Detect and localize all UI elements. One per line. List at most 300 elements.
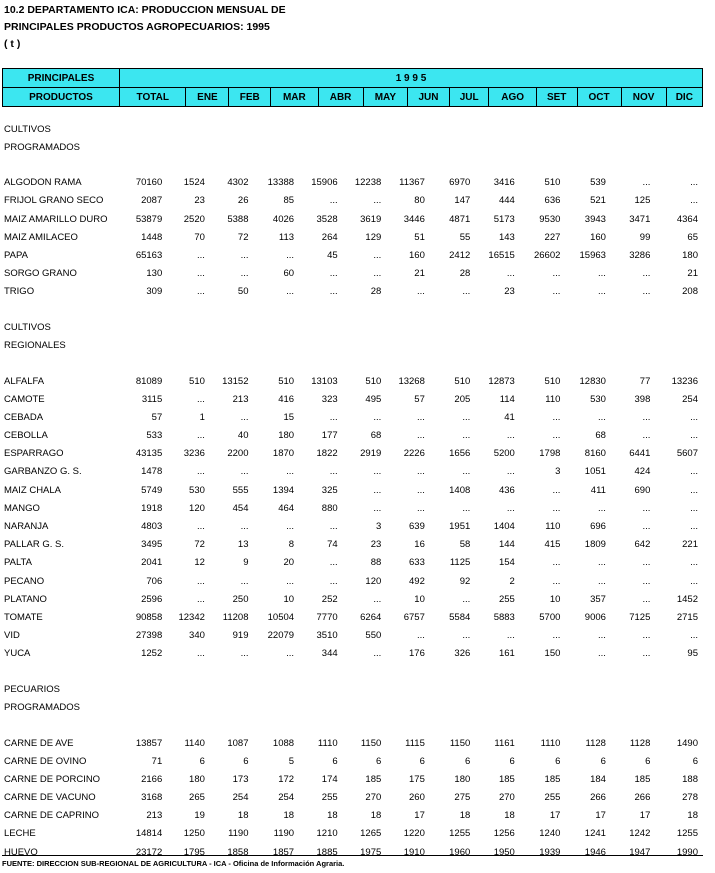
cell-may: ...	[373, 593, 382, 605]
cell-set: 415	[544, 539, 561, 551]
cell-mar: 10	[283, 593, 295, 605]
cell-jun: 1910	[403, 846, 425, 858]
product-name: ALGODON RAMA	[4, 177, 82, 189]
cell-nov: ...	[642, 575, 651, 587]
cell-jul: 18	[459, 810, 471, 822]
table-row	[2, 608, 703, 626]
spacer-row	[2, 717, 703, 734]
cell-ene: 23	[194, 195, 205, 207]
cell-ago: 5883	[493, 611, 515, 623]
cell-set: 9530	[539, 213, 561, 225]
cell-mar: ...	[286, 648, 295, 660]
cell-set: 110	[545, 521, 561, 533]
cell-oct: ...	[598, 502, 606, 514]
section-label: REGIONALES	[4, 340, 66, 352]
cell-mar: 60	[283, 268, 295, 280]
cell-set: 255	[544, 792, 561, 804]
cell-nov: 99	[639, 231, 651, 243]
cell-jul: ...	[462, 593, 471, 605]
cell-mar: 1870	[272, 448, 295, 460]
cell-oct: 68	[595, 430, 606, 442]
cell-jul: 1408	[449, 484, 471, 496]
cell-oct: 521	[590, 195, 606, 207]
header-col-jul: JUL	[449, 88, 489, 107]
cell-may: 185	[365, 773, 382, 785]
cell-jul: ...	[462, 630, 471, 642]
cell-ago: 1950	[493, 846, 515, 858]
cell-abr: 3510	[316, 630, 338, 642]
cell-total: 70160	[135, 177, 163, 189]
product-name: PLATANO	[4, 593, 47, 605]
cell-ene: 530	[189, 484, 205, 496]
cell-set: ...	[552, 411, 561, 423]
cell-may: 23	[370, 539, 382, 551]
cell-jul: 2412	[449, 250, 471, 262]
section-label: PECUARIOS	[4, 683, 60, 695]
cell-jul: ...	[462, 502, 471, 514]
cell-jun: 633	[409, 557, 425, 569]
cell-may: 1975	[360, 846, 382, 858]
cell-feb: 5388	[227, 213, 249, 225]
cell-total: 2596	[141, 593, 163, 605]
cell-ene: 265	[189, 792, 205, 804]
cell-ene: ...	[196, 648, 205, 660]
cell-dic: 18	[687, 810, 698, 822]
cell-abr: ...	[329, 521, 338, 533]
cell-oct: 1128	[585, 737, 606, 749]
cell-may: ...	[373, 466, 382, 478]
cell-may: 2919	[360, 448, 382, 460]
cell-total: 2087	[141, 195, 163, 207]
product-name: CEBADA	[4, 411, 44, 423]
product-name: FRIJOL GRANO SECO	[4, 195, 104, 207]
cell-may: ...	[373, 250, 382, 262]
cell-set: 3	[555, 466, 561, 478]
cell-jun: 3446	[403, 213, 425, 225]
cell-abr: 264	[321, 231, 338, 243]
cell-ago: ...	[506, 268, 515, 280]
cell-jul: 6970	[449, 177, 471, 189]
cell-jul: ...	[462, 286, 471, 298]
table-row	[2, 408, 703, 426]
cell-may: 6	[375, 755, 382, 767]
cell-feb: ...	[240, 411, 249, 423]
cell-feb: ...	[240, 521, 249, 533]
section-label: PROGRAMADOS	[4, 141, 81, 153]
cell-ago: ...	[506, 430, 515, 442]
cell-total: 57	[151, 411, 163, 423]
cell-mar: ...	[286, 466, 295, 478]
cell-ene: 2520	[183, 213, 205, 225]
cell-dic: ...	[690, 466, 698, 478]
cell-jun: ...	[416, 430, 425, 442]
header-col-ago: AGO	[489, 88, 536, 107]
cell-may: 270	[365, 792, 382, 804]
cell-abr: 1110	[317, 737, 338, 749]
product-name: CARNE DE AVE	[4, 737, 74, 749]
cell-jun: ...	[416, 630, 425, 642]
cell-ene: 70	[194, 231, 205, 243]
cell-ago: 12873	[488, 375, 515, 387]
cell-oct: 1241	[584, 828, 606, 840]
product-name: MAIZ AMILACEO	[4, 231, 78, 243]
cell-dic: 21	[687, 268, 698, 280]
cell-abr: 3528	[316, 213, 338, 225]
cell-jul: 510	[454, 375, 471, 387]
cell-total: 43135	[135, 448, 163, 460]
cell-jul: ...	[462, 430, 471, 442]
cell-dic: 221	[682, 539, 698, 551]
product-name: PALLAR G. S.	[4, 539, 65, 551]
cell-jul: 5584	[449, 611, 471, 623]
table-row	[2, 554, 703, 572]
cell-feb: 50	[237, 286, 249, 298]
cell-mar: 8	[288, 539, 295, 551]
cell-ene: 1140	[184, 737, 205, 749]
cell-total: 1252	[141, 648, 163, 660]
table-row	[2, 283, 703, 301]
cell-ago: 114	[499, 393, 515, 405]
cell-jun: ...	[416, 484, 425, 496]
title-line-2: PRINCIPALES PRODUCTOS AGROPECUARIOS: 1995	[4, 21, 270, 33]
spacer-row	[2, 355, 703, 372]
cell-ene: 12342	[178, 611, 205, 623]
cell-abr: 1822	[316, 448, 338, 460]
cell-ago: 255	[498, 593, 515, 605]
cell-ene: 120	[189, 502, 205, 514]
product-name: VID	[4, 630, 20, 642]
cell-ene: ...	[196, 286, 205, 298]
cell-feb: 13152	[222, 375, 249, 387]
cell-abr: 323	[321, 393, 338, 405]
cell-jul: 6	[464, 755, 471, 767]
cell-dic: ...	[690, 630, 698, 642]
cell-ago: 143	[498, 231, 515, 243]
cell-ene: ...	[196, 268, 205, 280]
cell-jun: 6757	[403, 611, 425, 623]
cell-nov: ...	[642, 521, 651, 533]
cell-jul: 4871	[449, 213, 471, 225]
cell-jun: 160	[409, 250, 425, 262]
document-title	[4, 2, 286, 53]
cell-oct: 8160	[584, 448, 606, 460]
cell-jul: 58	[459, 539, 471, 551]
cell-jun: 1220	[403, 828, 425, 840]
table-row	[2, 265, 703, 283]
cell-may: ...	[373, 484, 382, 496]
cell-abr: 174	[321, 773, 338, 785]
cell-nov: 1947	[629, 846, 651, 858]
cell-nov: ...	[642, 557, 651, 569]
cell-feb: 18	[237, 810, 249, 822]
table-row	[2, 246, 703, 264]
cell-set: 6	[555, 755, 561, 767]
cell-may: 129	[365, 231, 382, 243]
cell-nov: 266	[634, 792, 651, 804]
cell-mar: ...	[286, 250, 295, 262]
cell-dic: 278	[682, 792, 698, 804]
cell-jul: 1150	[449, 737, 471, 749]
cell-jul: 180	[454, 773, 471, 785]
cell-may: ...	[373, 268, 382, 280]
product-name: PALTA	[4, 557, 32, 569]
cell-jul: 55	[459, 231, 471, 243]
product-name: PECANO	[4, 575, 45, 587]
cell-ago: 154	[498, 557, 515, 569]
cell-ago: 144	[498, 539, 515, 551]
cell-jun: ...	[416, 466, 425, 478]
table-row	[2, 463, 703, 481]
table-row	[2, 445, 703, 463]
cell-set: ...	[552, 484, 561, 496]
cell-dic: 65	[687, 231, 698, 243]
cell-mar: 510	[278, 375, 295, 387]
cell-feb: ...	[240, 250, 249, 262]
cell-total: 81089	[135, 375, 163, 387]
section-row	[2, 336, 703, 354]
cell-jun: 175	[409, 773, 425, 785]
cell-total: 53879	[135, 213, 163, 225]
cell-feb: 26	[237, 195, 249, 207]
cell-set: 510	[544, 375, 561, 387]
cell-set: ...	[552, 502, 561, 514]
cell-jun: 2226	[403, 448, 425, 460]
cell-feb: 250	[232, 593, 249, 605]
cell-abr: 880	[321, 502, 338, 514]
cell-set: 1110	[540, 737, 561, 749]
cell-mar: 416	[278, 393, 295, 405]
cell-set: 510	[544, 177, 561, 189]
cell-set: 185	[544, 773, 561, 785]
cell-oct: ...	[598, 268, 606, 280]
cell-feb: ...	[240, 648, 249, 660]
cell-ago: 444	[498, 195, 515, 207]
cell-ago: ...	[506, 630, 515, 642]
cell-mar: ...	[286, 575, 295, 587]
table-row	[2, 536, 703, 554]
product-name: YUCA	[4, 648, 31, 660]
cell-dic: 1490	[676, 737, 698, 749]
cell-abr: ...	[329, 268, 338, 280]
cell-mar: 180	[278, 430, 295, 442]
section-label: CULTIVOS	[4, 123, 51, 135]
spacer-row	[2, 301, 703, 318]
cell-abr: ...	[329, 575, 338, 587]
cell-mar: 10504	[267, 611, 295, 623]
cell-ago: 23	[504, 286, 515, 298]
cell-may: 3	[375, 521, 382, 533]
table-row	[2, 210, 703, 228]
cell-may: ...	[373, 648, 382, 660]
cell-ene: 1	[199, 411, 205, 423]
cell-jun: ...	[416, 286, 425, 298]
cell-feb: 40	[237, 430, 249, 442]
cell-ago: 5200	[493, 448, 515, 460]
cell-nov: ...	[642, 286, 651, 298]
cell-oct: 12830	[579, 375, 606, 387]
cell-dic: ...	[690, 195, 698, 207]
cell-mar: 1857	[272, 846, 295, 858]
cell-total: 27398	[135, 630, 163, 642]
cell-mar: ...	[286, 521, 295, 533]
section-row	[2, 138, 703, 156]
cell-ago: 41	[504, 411, 515, 423]
table-row	[2, 228, 703, 246]
cell-ene: 19	[194, 810, 205, 822]
cell-total: 213	[146, 810, 163, 822]
cell-dic: ...	[690, 521, 698, 533]
section-label: CULTIVOS	[4, 321, 51, 333]
cell-oct: ...	[598, 557, 606, 569]
table-header	[2, 68, 703, 107]
cell-mar: 22079	[267, 630, 295, 642]
cell-ene: 510	[189, 375, 205, 387]
cell-dic: 1990	[676, 846, 698, 858]
cell-set: 636	[544, 195, 561, 207]
cell-jun: 57	[414, 393, 425, 405]
cell-oct: 160	[590, 231, 606, 243]
cell-ago: 3416	[493, 177, 515, 189]
cell-may: 88	[370, 557, 382, 569]
cell-ene: 6	[199, 755, 205, 767]
cell-set: 10	[549, 593, 561, 605]
cell-dic: 208	[682, 286, 698, 298]
cell-nov: 7125	[629, 611, 651, 623]
cell-abr: 45	[327, 250, 338, 262]
cell-jul: 1255	[449, 828, 471, 840]
cell-oct: 357	[590, 593, 606, 605]
cell-dic: 13236	[671, 375, 698, 387]
cell-total: 1448	[141, 231, 163, 243]
product-name: CARNE DE OVINO	[4, 755, 87, 767]
cell-total: 2166	[141, 773, 163, 785]
cell-dic: ...	[690, 557, 698, 569]
product-name: TOMATE	[4, 611, 43, 623]
cell-abr: 74	[327, 539, 338, 551]
cell-nov: 424	[634, 466, 651, 478]
cell-feb: 254	[232, 792, 249, 804]
cell-ago: 270	[498, 792, 515, 804]
cell-dic: ...	[690, 502, 698, 514]
table-row	[2, 427, 703, 445]
cell-abr: 1210	[316, 828, 338, 840]
header-col-mar: MAR	[271, 88, 318, 107]
cell-ene: 72	[194, 539, 205, 551]
cell-feb: 72	[237, 231, 249, 243]
cell-abr: 255	[321, 792, 338, 804]
cell-jun: 639	[409, 521, 425, 533]
section-row	[2, 680, 703, 698]
cell-set: 26602	[533, 250, 561, 262]
cell-dic: ...	[690, 484, 698, 496]
table-row	[2, 734, 703, 752]
cell-ago: 1161	[494, 737, 515, 749]
cell-nov: ...	[642, 268, 651, 280]
cell-abr: ...	[329, 411, 338, 423]
header-year: 1 9 9 5	[120, 69, 703, 88]
product-name: MAIZ CHALA	[4, 484, 62, 496]
footer-divider	[2, 855, 703, 856]
cell-total: 90858	[135, 611, 163, 623]
cell-may: 68	[370, 430, 382, 442]
cell-ene: ...	[196, 593, 205, 605]
product-name: CARNE DE PORCINO	[4, 773, 101, 785]
cell-abr: 15906	[311, 177, 338, 189]
cell-nov: ...	[642, 593, 651, 605]
cell-abr: ...	[329, 557, 338, 569]
table-row	[2, 770, 703, 788]
cell-jul: 1960	[449, 846, 471, 858]
cell-nov: 6	[645, 755, 651, 767]
cell-oct: 539	[590, 177, 606, 189]
cell-feb: 173	[232, 773, 249, 785]
cell-feb: 555	[232, 484, 249, 496]
cell-nov: 125	[634, 195, 651, 207]
cell-may: 495	[365, 393, 382, 405]
header-col-ene: ENE	[186, 88, 229, 107]
cell-total: 706	[146, 575, 163, 587]
cell-ene: ...	[196, 575, 205, 587]
cell-dic: 95	[687, 648, 698, 660]
cell-total: 130	[146, 268, 163, 280]
product-name: CARNE DE VACUNO	[4, 792, 96, 804]
cell-nov: 3471	[629, 213, 651, 225]
cell-jun: 260	[409, 792, 425, 804]
cell-feb: 4302	[227, 177, 249, 189]
cell-jul: 147	[454, 195, 471, 207]
cell-total: 14814	[135, 828, 163, 840]
cell-nov: 1242	[629, 828, 651, 840]
cell-feb: 2200	[227, 448, 249, 460]
cell-mar: 4026	[272, 213, 295, 225]
cell-dic: 1255	[676, 828, 698, 840]
cell-jun: 6	[419, 755, 425, 767]
cell-dic: ...	[690, 177, 698, 189]
cell-mar: 1088	[272, 737, 295, 749]
cell-abr: 18	[327, 810, 338, 822]
cell-feb: 919	[232, 630, 249, 642]
cell-ago: 436	[498, 484, 515, 496]
cell-set: ...	[552, 286, 561, 298]
cell-set: 110	[545, 393, 561, 405]
cell-total: 3115	[141, 393, 163, 405]
cell-total: 13857	[135, 737, 163, 749]
table-row	[2, 807, 703, 825]
cell-mar: 18	[283, 810, 295, 822]
section-label: PROGRAMADOS	[4, 702, 81, 714]
spacer-row	[2, 663, 703, 680]
table-row	[2, 590, 703, 608]
cell-dic: ...	[690, 430, 698, 442]
cell-set: 1240	[539, 828, 561, 840]
product-name: CEBOLLA	[4, 430, 48, 442]
cell-jun: 16	[414, 539, 425, 551]
cell-oct: 184	[590, 773, 606, 785]
cell-ene: 3236	[183, 448, 205, 460]
cell-jul: 1656	[449, 448, 471, 460]
data-table	[2, 120, 703, 861]
cell-oct: 3943	[584, 213, 606, 225]
cell-feb: 454	[232, 502, 249, 514]
cell-feb: 1858	[227, 846, 249, 858]
cell-oct: ...	[598, 630, 606, 642]
product-name: TRIGO	[4, 286, 35, 298]
table-row	[2, 825, 703, 843]
cell-mar: 13388	[267, 177, 295, 189]
cell-may: ...	[373, 411, 382, 423]
header-col-total: TOTAL	[120, 88, 186, 107]
cell-abr: 13103	[311, 375, 338, 387]
